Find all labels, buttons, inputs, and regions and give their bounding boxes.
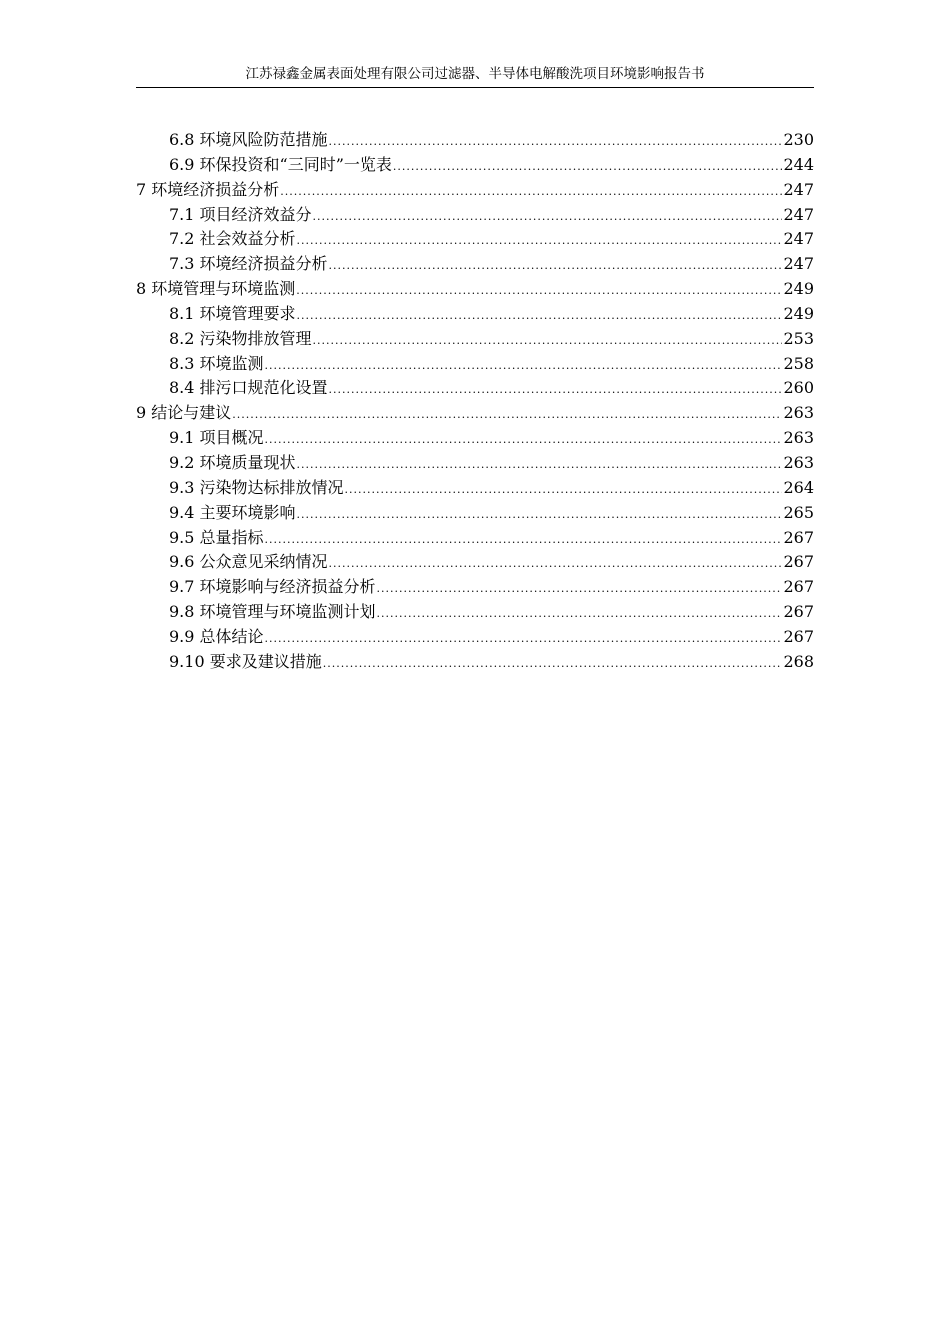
toc-leader-dots	[329, 254, 783, 279]
toc-entry-title: 9.7 环境影响与经济损益分析	[169, 577, 376, 597]
toc-entry-page-number: 247	[783, 229, 814, 249]
toc-leader-dots	[232, 403, 782, 428]
toc-leader-dots	[313, 329, 783, 354]
toc-leader-dots	[329, 130, 783, 155]
toc-entry-page-number: 260	[783, 378, 814, 398]
toc-leader-dots	[297, 453, 783, 478]
toc-entry[interactable]	[136, 526, 814, 551]
toc-entry-title: 8.3 环境监测	[169, 353, 264, 373]
toc-entry-page-number: 267	[783, 577, 814, 597]
toc-leader-dots	[265, 428, 783, 453]
toc-entry[interactable]	[136, 575, 814, 600]
toc-entry-page-number: 249	[783, 279, 814, 299]
toc-entry-title: 9.9 总体结论	[169, 626, 264, 646]
toc-entry[interactable]	[136, 476, 814, 501]
toc-entry-title: 9.6 公众意见采纳情况	[169, 552, 328, 572]
toc-entry-page-number: 263	[783, 403, 814, 423]
toc-entry[interactable]	[136, 302, 814, 327]
toc-entry-title: 8.4 排污口规范化设置	[169, 378, 328, 398]
toc-leader-dots	[265, 627, 783, 652]
toc-entry-page-number: 267	[783, 626, 814, 646]
toc-entry-page-number: 268	[783, 651, 814, 671]
toc-leader-dots	[297, 503, 783, 528]
toc-entry-title: 7.3 环境经济损益分析	[169, 254, 328, 274]
toc-entry[interactable]	[136, 178, 814, 203]
toc-entry-page-number: 247	[783, 179, 814, 199]
toc-entry[interactable]	[136, 451, 814, 476]
toc-leader-dots	[323, 652, 783, 677]
toc-leader-dots	[377, 602, 783, 627]
toc-entry[interactable]	[136, 277, 814, 302]
toc-leader-dots	[297, 304, 783, 329]
toc-entry-page-number: 267	[783, 602, 814, 622]
toc-entry-page-number: 264	[783, 477, 814, 497]
toc-entry[interactable]	[136, 650, 814, 675]
table-of-contents	[136, 128, 814, 675]
toc-entry-title: 6.9 环保投资和“三同时”一览表	[169, 154, 392, 174]
toc-entry[interactable]	[136, 327, 814, 352]
toc-leader-dots	[329, 552, 783, 577]
toc-entry-title: 7.2 社会效益分析	[169, 229, 296, 249]
toc-leader-dots	[265, 354, 783, 379]
toc-entry-page-number: 258	[783, 353, 814, 373]
toc-entry-page-number: 253	[783, 328, 814, 348]
toc-entry-title: 8 环境管理与环境监测	[136, 279, 296, 299]
toc-entry-title: 9.1 项目概况	[169, 428, 264, 448]
toc-entry[interactable]	[136, 501, 814, 526]
toc-leader-dots	[313, 205, 783, 230]
toc-entry-title: 9.3 污染物达标排放情况	[169, 477, 344, 497]
toc-entry[interactable]	[136, 227, 814, 252]
toc-entry-title: 9 结论与建议	[136, 403, 232, 423]
toc-entry[interactable]	[136, 203, 814, 228]
toc-entry-title: 8.2 污染物排放管理	[169, 328, 312, 348]
toc-entry[interactable]	[136, 426, 814, 451]
toc-entry-title: 6.8 环境风险防范措施	[169, 130, 328, 149]
toc-entry-page-number: 267	[783, 552, 814, 572]
toc-entry[interactable]	[136, 352, 814, 377]
toc-entry[interactable]	[136, 153, 814, 178]
toc-entry[interactable]	[136, 600, 814, 625]
toc-entry-page-number: 247	[783, 204, 814, 224]
toc-entry-page-number: 263	[783, 428, 814, 448]
toc-entry[interactable]	[136, 550, 814, 575]
toc-leader-dots	[345, 478, 783, 503]
toc-entry-title: 9.2 环境质量现状	[169, 452, 296, 472]
page-header: 江苏禄鑫金属表面处理有限公司过滤器、半导体电解酸洗项目环境影响报告书	[136, 64, 814, 88]
toc-entry-title: 9.4 主要环境影响	[169, 502, 296, 522]
toc-entry-page-number: 249	[783, 303, 814, 323]
toc-entry-page-number: 230	[783, 130, 814, 149]
toc-entry[interactable]	[136, 401, 814, 426]
toc-leader-dots	[329, 378, 783, 403]
toc-entry[interactable]	[136, 625, 814, 650]
toc-entry-page-number: 244	[783, 154, 814, 174]
toc-entry[interactable]	[136, 376, 814, 401]
toc-entry-title: 7.1 项目经济效益分	[169, 204, 312, 224]
toc-leader-dots	[377, 577, 783, 602]
toc-leader-dots	[280, 180, 782, 205]
toc-entry-title: 9.10 要求及建议措施	[169, 651, 322, 671]
toc-entry-page-number: 267	[783, 527, 814, 547]
toc-leader-dots	[297, 229, 783, 254]
toc-entry[interactable]	[136, 128, 814, 153]
toc-entry-title: 8.1 环境管理要求	[169, 303, 296, 323]
toc-entry-title: 7 环境经济损益分析	[136, 179, 280, 199]
toc-entry-page-number: 263	[783, 452, 814, 472]
toc-leader-dots	[265, 528, 783, 553]
toc-entry-title: 9.5 总量指标	[169, 527, 264, 547]
toc-entry-page-number: 247	[783, 254, 814, 274]
toc-entry-title: 9.8 环境管理与环境监测计划	[169, 602, 376, 622]
toc-entry[interactable]	[136, 252, 814, 277]
toc-entry-page-number: 265	[783, 502, 814, 522]
toc-leader-dots	[393, 155, 783, 180]
toc-leader-dots	[296, 279, 782, 304]
